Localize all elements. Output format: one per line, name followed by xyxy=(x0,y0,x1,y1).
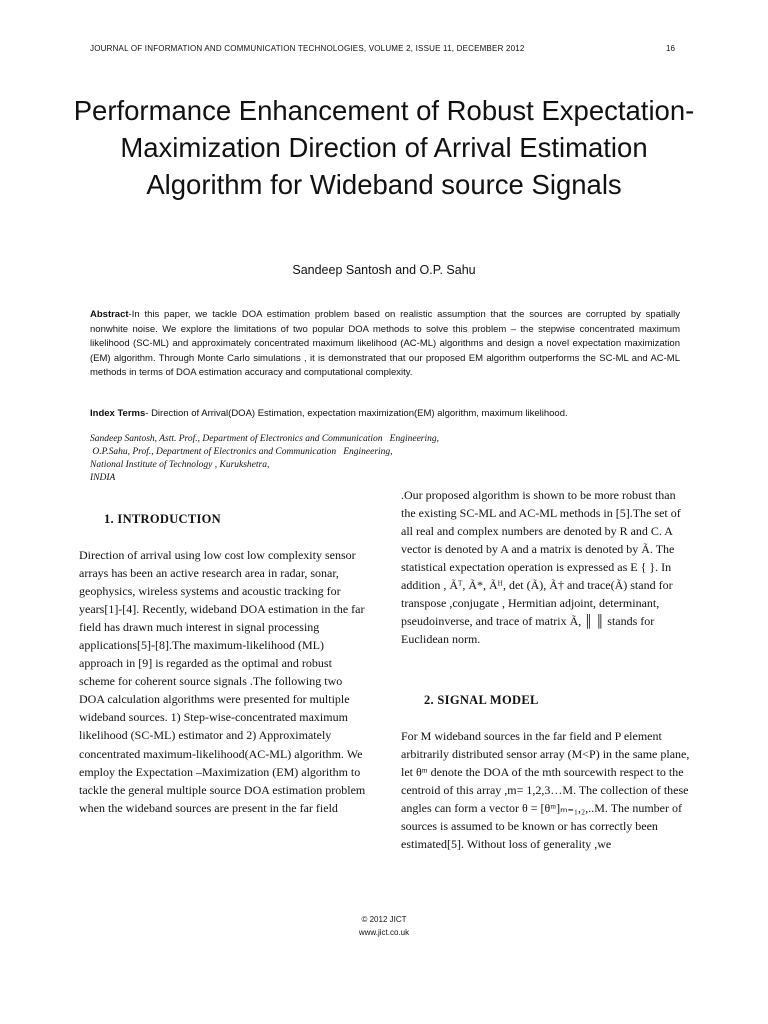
affiliation-line: O.P.Sahu, Prof., Department of Electronics and Communication Engineering, xyxy=(90,447,393,457)
affiliation-line: National Institute of Technology , Kurukshetra, xyxy=(90,460,270,470)
authors: Sandeep Santosh and O.P. Sahu xyxy=(292,263,476,277)
section-heading-introduction: 1. INTRODUCTION xyxy=(104,512,222,526)
copyright: © 2012 JICT xyxy=(361,915,407,924)
introduction-paragraph: Direction of arrival using low cost low complexity sensor arrays has been an active research area in radar, sonar, geophysics, wireless systems and acoustic tracking for years[1]-[4]. Recently, wideband DOA estimation in the far field has drawn much interest in signal processing applications[5]-[8].The maximum-likelihood (ML) approach in [9] is regarded as the optimal and robust scheme for coherent source signals .The following two DOA calculation algorithms were presented for multiple wideband sources. 1) Step-wise-concentrated maximum likelihood (SC-ML) estimator and 2) Approximately concentrated maximum-likelihood(AC-ML) algorithm. We employ the Expectation –Maximization (EM) algorithm to tackle the general multiple source DOA estimation problem when the wideband sources are present in the far field xyxy=(79,548,366,815)
affiliation-line: Sandeep Santosh, Astt. Prof., Department of Electronics and Communication Engineering, xyxy=(90,434,439,444)
abstract-text: -In this paper, we tackle DOA estimation problem based on realistic assumption that the sources are corrupted by spatially nonwhite noise. We explore the limitations of two popular DOA methods to solve this problem – the stepwise concentrated maximum likelihood (SC-ML) and approximately concentrated maximum likelihood (AC-ML) algorithms and design a novel expectation maximization (EM) algorithm. Through Monte Carlo simulations , it is demonstrated that our proposed EM algorithm outperforms the SC-ML and AC-ML methods in terms of DOA estimation accuracy and computational complexity. xyxy=(90,309,680,378)
index-terms-text: - Direction of Arrival(DOA) Estimation, expectation maximization(EM) algorithm, maximum likelihood. xyxy=(145,408,568,419)
signal-model-body xyxy=(401,727,691,853)
introduction-body xyxy=(79,546,367,817)
journal-header: JOURNAL OF INFORMATION AND COMMUNICATION TECHNOLOGIES, VOLUME 2, ISSUE 11, DECEMBER 2012 xyxy=(90,44,525,53)
right-column-body xyxy=(401,486,691,648)
abstract-label: Abstract xyxy=(90,309,129,320)
page-footer xyxy=(0,913,768,939)
affiliation-line: INDIA xyxy=(90,473,116,483)
page-number: 16 xyxy=(666,44,675,53)
abstract xyxy=(90,308,680,381)
index-terms-label: Index Terms xyxy=(90,408,146,419)
signal-model-paragraph: For M wideband sources in the far field and P element arbitrarily distributed sensor array (M<P) in the same plane, let θᵐ denote the DOA of the mth sourcewith respect to the centroid of this array ,m= 1,2,3…M. The collection of these angles can form a vector θ = [θᵐ]ₘ₌₁,₂,..M. The number of sources is assumed to be known or has correctly been estimated[5]. Without loss of generality ,we xyxy=(401,729,690,852)
author-affiliation xyxy=(90,433,570,485)
section-heading-signal-model: 2. SIGNAL MODEL xyxy=(424,693,539,707)
journal-url[interactable]: www.jict.co.uk xyxy=(358,928,410,937)
index-terms xyxy=(90,407,690,420)
paper-title: Performance Enhancement of Robust Expectation-Maximization Direction of Arrival Estimation Algorithm for Wideband source Signals xyxy=(73,95,695,200)
notation-paragraph: .Our proposed algorithm is shown to be more robust than the existing SC-ML and AC-ML methods in [5].The set of all real and complex numbers are denoted by R and C. A vector is denoted by A and a matrix is denoted by Ã. The statistical expectation operation is expressed as E { }. In addition , Ãᵀ, Ã*, Ãᴴ, det (Ã), Ã† and trace(Ã) stand for transpose ,conjugate , Hermitian adjoint, determinant, pseudoinverse, and trace of matrix Ã, ║ ║ stands for Euclidean norm. xyxy=(401,488,681,647)
